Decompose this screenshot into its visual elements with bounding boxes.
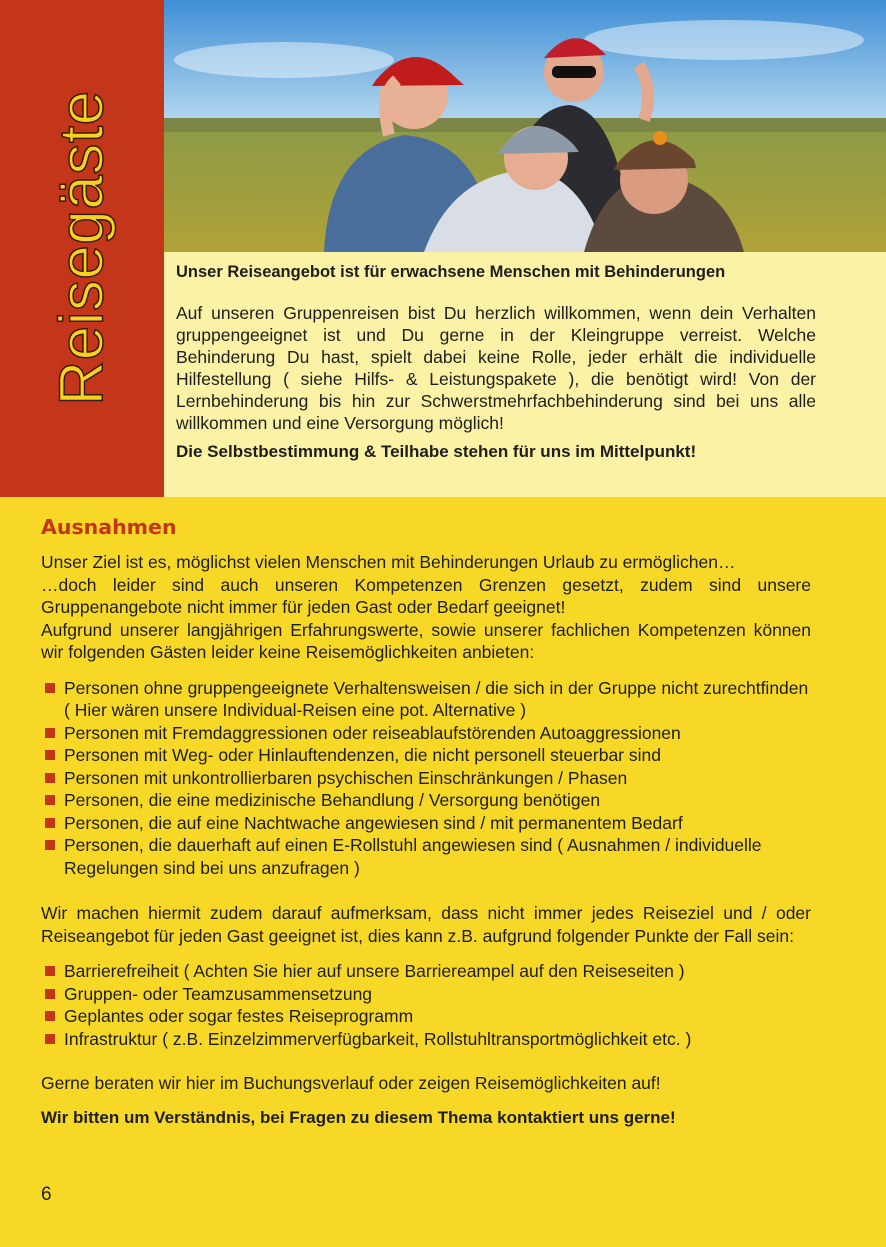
list-item: Personen mit Fremdaggressionen oder reiseablaufstörenden Autoaggressionen bbox=[41, 722, 811, 745]
bullet-square-icon bbox=[45, 966, 55, 976]
list-item: Personen mit Weg- oder Hinlauftendenzen, die nicht personell steuerbar sind bbox=[41, 744, 811, 767]
bullet-square-icon bbox=[45, 728, 55, 738]
bullet-square-icon bbox=[45, 818, 55, 828]
sidebar-title: Reisegäste bbox=[47, 90, 117, 406]
bullet-square-icon bbox=[45, 750, 55, 760]
bullet-square-icon bbox=[45, 773, 55, 783]
page-number: 6 bbox=[41, 1184, 52, 1205]
notice-paragraph: Wir machen hiermit zudem darauf aufmerksam, dass nicht immer jedes Reiseziel und / oder Reiseangebot für jeden Gast geeignet ist, dies kann z.B. aufgrund folgender Punkte der Fall sein: bbox=[41, 903, 811, 946]
bullet-square-icon bbox=[45, 840, 55, 850]
exceptions-section bbox=[41, 515, 811, 1127]
list-item: Infrastruktur ( z.B. Einzelzimmerverfügbarkeit, Rollstuhltransportmöglichkeit etc. ) bbox=[41, 1028, 811, 1051]
group-photo-icon bbox=[164, 0, 886, 252]
bullet-square-icon bbox=[45, 1011, 55, 1021]
intro-text: Auf unseren Gruppenreisen bist Du herzlich willkommen, wenn dein Verhalten gruppengeeignet ist und Du gerne in der Kleingruppe verreist. Welche Behinderung Du hast, spielt dabei keine Rolle, jeder erhält die individuelle Hilfestellung ( siehe Hilfs- & Leistungspakete ), die benötigt wird! Von der Lernbehinderung bis hin zur Schwerstmehrfachbehinderung sind bei uns alle willkommen und eine Versorgung möglich! bbox=[176, 303, 816, 433]
group-photo bbox=[164, 0, 886, 252]
intro-line: Aufgrund unserer langjährigen Erfahrungswerte, sowie unserer fachlichen Kompetenzen können wir folgenden Gästen leider keine Reisemöglichkeiten anbieten: bbox=[41, 619, 811, 662]
intro-line: Unser Ziel ist es, möglichst vielen Menschen mit Behinderungen Urlaub zu ermöglichen… bbox=[41, 552, 736, 572]
closing-paragraph: Wir bitten um Verständnis, bei Fragen zu diesem Thema kontaktiert uns gerne! bbox=[41, 1107, 676, 1127]
points-list bbox=[41, 960, 811, 1050]
list-item: Personen, die dauerhaft auf einen E-Rollstuhl angewiesen sind ( Ausnahmen / individuelle Regelungen sind bei uns anzufragen ) bbox=[41, 834, 811, 879]
advice-paragraph: Gerne beraten wir hier im Buchungsverlauf oder zeigen Reisemöglichkeiten auf! bbox=[41, 1073, 661, 1093]
exceptions-list bbox=[41, 677, 811, 880]
sidebar-band bbox=[0, 0, 164, 497]
intro-heading: Unser Reiseangebot ist für erwachsene Menschen mit Behinderungen bbox=[176, 263, 726, 281]
list-item: Personen, die auf eine Nachtwache angewiesen sind / mit permanentem Bedarf bbox=[41, 812, 811, 835]
bullet-square-icon bbox=[45, 989, 55, 999]
list-item: Barrierefreiheit ( Achten Sie hier auf unsere Barriereampel auf den Reiseseiten ) bbox=[41, 960, 811, 983]
section-title: Ausnahmen bbox=[41, 515, 177, 539]
bullet-square-icon bbox=[45, 1034, 55, 1044]
intro-line: …doch leider sind auch unseren Kompetenzen Grenzen gesetzt, zudem sind unsere Gruppenangebote nicht immer für jeden Gast oder Bedarf geeignet! bbox=[41, 574, 811, 617]
list-item: Personen ohne gruppengeeignete Verhaltensweisen / die sich in der Gruppe nicht zurechtfinden ( Hier wären unsere Individual-Reisen eine pot. Alternative ) bbox=[41, 677, 811, 722]
bullet-square-icon bbox=[45, 795, 55, 805]
intro-emphasis: Die Selbstbestimmung & Teilhabe stehen für uns im Mittelpunkt! bbox=[176, 442, 697, 461]
list-item: Personen mit unkontrollierbaren psychischen Einschränkungen / Phasen bbox=[41, 767, 811, 790]
bullet-square-icon bbox=[45, 683, 55, 693]
list-item: Personen, die eine medizinische Behandlung / Versorgung benötigen bbox=[41, 789, 811, 812]
list-item: Gruppen- oder Teamzusammensetzung bbox=[41, 983, 811, 1006]
intro-box bbox=[164, 252, 886, 497]
list-item: Geplantes oder sogar festes Reiseprogramm bbox=[41, 1005, 811, 1028]
